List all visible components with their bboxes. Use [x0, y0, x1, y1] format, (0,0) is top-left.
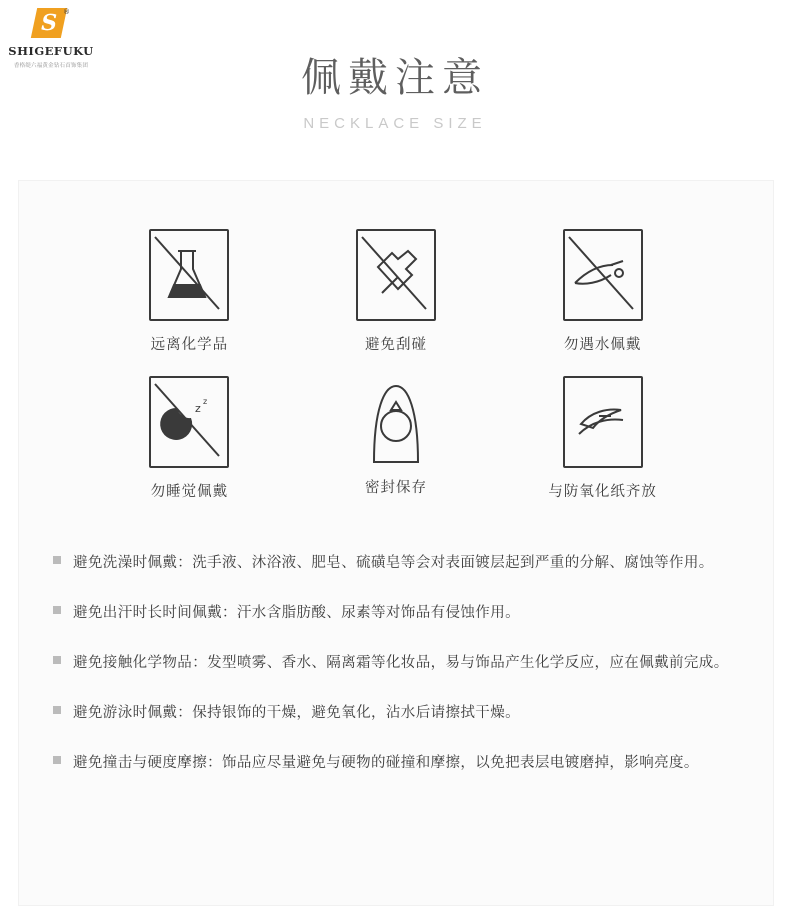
icon-cell: [293, 229, 500, 354]
anti-oxidation-paper-icon: [563, 376, 643, 468]
icon-label: 勿遇水佩戴: [563, 337, 642, 353]
notes-list: [53, 549, 743, 777]
water-hand-icon: [563, 229, 643, 321]
icon-label: 密封保存: [364, 480, 427, 496]
page-title: 佩戴注意: [301, 55, 489, 101]
logo-letter: S: [38, 10, 60, 36]
bullet-icon: [53, 556, 61, 564]
note-text: 避免接触化学物品：发型喷雾、香水、隔离霜等化妆品，易与饰品产生化学反应，应在佩戴前完成。: [73, 655, 729, 671]
flask-icon: [149, 229, 229, 321]
svg-text:z: z: [203, 397, 208, 406]
list-item: [53, 649, 743, 677]
list-item: [53, 599, 743, 627]
icon-cell: [499, 229, 706, 354]
bullet-icon: [53, 656, 61, 664]
brand-tagline: 香格缇六福黄金钻石首饰集团: [13, 62, 89, 69]
hammer-icon: [356, 229, 436, 321]
icon-cell: [86, 229, 293, 354]
sealed-bag-ring-icon: [358, 376, 434, 464]
icon-label: 与防氧化纸齐放: [548, 484, 657, 500]
logo-mark-icon: [34, 8, 68, 42]
icon-label: 远离化学品: [150, 337, 229, 353]
bullet-icon: [53, 606, 61, 614]
bullet-icon: [53, 706, 61, 714]
note-text: 避免撞击与硬度摩擦：饰品应尽量避免与硬物的碰撞和摩擦，以免把表层电镀磨掉，影响亮度。: [73, 755, 699, 771]
icon-cell: [86, 376, 293, 501]
page-subtitle: NECKLACE SIZE: [303, 115, 487, 132]
bullet-icon: [53, 756, 61, 764]
page-header: [0, 0, 790, 132]
icon-label: 避免刮碰: [364, 337, 427, 353]
brand-logo: [8, 8, 94, 69]
icon-grid: [86, 181, 706, 501]
svg-text:z: z: [195, 402, 202, 415]
registered-mark: ®: [63, 8, 70, 16]
note-text: 避免出汗时长时间佩戴：汗水含脂肪酸、尿素等对饰品有侵蚀作用。: [73, 605, 520, 621]
icon-cell: [293, 376, 500, 501]
icon-label: 勿睡觉佩戴: [150, 484, 229, 500]
note-text: 避免洗澡时佩戴：洗手液、沐浴液、肥皂、硫磺皂等会对表面镀层起到严重的分解、腐蚀等作用。: [73, 555, 714, 571]
list-item: [53, 749, 743, 777]
list-item: [53, 549, 743, 577]
sleep-moon-icon: [149, 376, 229, 468]
list-item: [53, 699, 743, 727]
note-text: 避免游泳时佩戴：保持银饰的干燥，避免氧化，沾水后请擦拭干燥。: [73, 705, 520, 721]
icon-cell: [499, 376, 706, 501]
care-instructions-panel: [18, 180, 774, 906]
brand-name: SHIGEFUKU: [8, 44, 94, 58]
